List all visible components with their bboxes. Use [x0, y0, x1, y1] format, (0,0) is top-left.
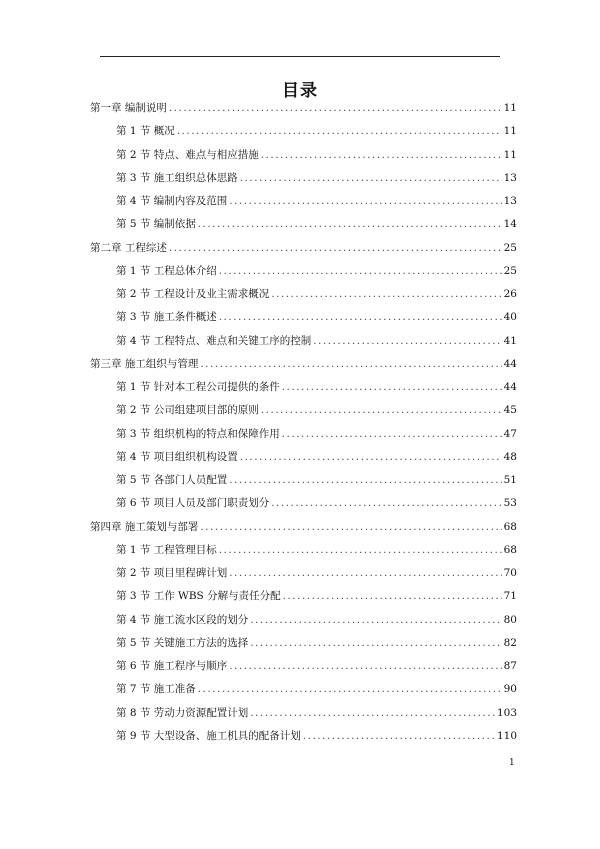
toc-leader-dots — [303, 730, 495, 742]
toc-leader-dots — [282, 381, 502, 393]
toc-entry-label: 第 1 节 工程管理目标 — [116, 543, 217, 556]
toc-entry-label: 第 5 节 关键施工方法的选择 — [116, 636, 249, 649]
toc-entry-label: 第 9 节 大型设备、施工机具的配备计划 — [116, 729, 301, 742]
toc-entry-label: 第四章 施工策划与部署 — [90, 520, 199, 533]
toc-leader-dots — [240, 451, 502, 463]
toc-entry-label: 第 3 节 施工组织总体思路 — [116, 171, 238, 184]
toc-entry-page: 68 — [503, 520, 517, 533]
toc-leader-dots — [229, 474, 501, 486]
toc-entry-label: 第 2 节 工程设计及业主需求概况 — [116, 288, 270, 300]
toc-entry-page: 90 — [503, 683, 517, 696]
toc-entry-page: 82 — [503, 636, 517, 649]
toc-entry-label: 第 2 节 特点、难点与相应措施 — [116, 148, 259, 161]
toc-leader-dots — [229, 567, 501, 579]
toc-entry-page: 51 — [503, 474, 517, 486]
toc-entry-label: 第二章 工程综述 — [90, 241, 167, 254]
toc-entry-page: 44 — [503, 357, 517, 370]
toc-leader-dots — [198, 683, 502, 695]
toc-entry-section[interactable] — [116, 658, 517, 678]
toc-leader-dots — [240, 172, 502, 184]
toc-entry-page: 13 — [503, 171, 517, 184]
toc-leader-dots — [271, 288, 501, 300]
toc-leader-dots — [229, 660, 501, 672]
toc-entry-section[interactable] — [116, 449, 517, 469]
toc-entry-section[interactable] — [116, 426, 517, 446]
toc-leader-dots — [271, 497, 501, 509]
toc-leader-dots — [250, 614, 501, 626]
toc-entry-section[interactable] — [116, 612, 517, 632]
toc-entry-section[interactable] — [116, 542, 517, 562]
toc-leader-dots — [219, 265, 502, 277]
toc-entry-page: 11 — [503, 148, 517, 161]
toc-entry-page: 47 — [503, 427, 517, 440]
toc-entry-label: 第三章 施工组织与管理 — [90, 357, 199, 370]
toc-leader-dots — [177, 125, 502, 137]
toc-entry-section[interactable] — [116, 263, 517, 283]
toc-leader-dots — [282, 428, 502, 440]
toc-entry-section[interactable] — [116, 402, 517, 422]
toc-entry-label: 第 4 节 施工流水区段的划分 — [116, 613, 249, 626]
toc-entry-section[interactable] — [116, 170, 517, 190]
toc-leader-dots — [169, 242, 502, 254]
toc-entry-label: 第 8 节 劳动力资源配置计划 — [116, 706, 249, 719]
toc-entry-label: 第 6 节 施工程序与顺序 — [116, 660, 228, 672]
toc-entry-page: 110 — [496, 729, 517, 742]
toc-leader-dots — [198, 218, 502, 230]
toc-entry-section[interactable] — [116, 193, 517, 213]
toc-entry-section[interactable] — [116, 495, 517, 515]
toc-entry-chapter[interactable] — [90, 100, 517, 120]
toc-entry-page: 25 — [503, 241, 517, 254]
toc-entry-label: 第 3 节 工作 WBS 分解与责任分配 — [116, 590, 281, 603]
toc-entry-section[interactable] — [116, 309, 517, 329]
toc-entry-label: 第 1 节 工程总体介绍 — [116, 264, 217, 277]
toc-entry-label: 第 4 节 工程特点、难点和关键工序的控制 — [116, 334, 312, 347]
toc-leader-dots — [219, 544, 502, 556]
toc-leader-dots — [219, 311, 502, 323]
toc-leader-dots — [250, 707, 495, 719]
toc-entry-page: 53 — [503, 497, 517, 510]
toc-entry-section[interactable] — [116, 123, 517, 143]
toc-entry-label: 第 3 节 组织机构的特点和保障作用 — [116, 427, 280, 440]
toc-entry-page: 87 — [503, 660, 517, 672]
toc-leader-dots — [169, 102, 502, 114]
toc-leader-dots — [313, 335, 501, 347]
header-rule — [100, 56, 500, 57]
toc-entry-page: 70 — [503, 567, 517, 579]
toc-entry-label: 第 5 节 各部门人员配置 — [116, 474, 228, 486]
toc-entry-section[interactable] — [116, 588, 517, 608]
toc-entry-chapter[interactable] — [90, 519, 517, 539]
toc-entry-page: 25 — [503, 264, 517, 277]
page-title: 目录 — [282, 81, 318, 101]
toc-entry-label: 第一章 编制说明 — [90, 102, 167, 114]
toc-entry-page: 71 — [503, 590, 517, 603]
toc-entry-section[interactable] — [116, 635, 517, 655]
toc-entry-page: 44 — [503, 381, 517, 393]
toc-entry-section[interactable] — [116, 286, 517, 306]
toc-entry-label: 第 7 节 施工准备 — [116, 683, 196, 696]
toc-entry-page: 26 — [503, 288, 517, 300]
toc-entry-page: 11 — [503, 102, 517, 114]
toc-entry-section[interactable] — [116, 379, 517, 399]
toc-entry-page: 40 — [503, 311, 517, 324]
toc-entry-page: 48 — [503, 450, 517, 463]
toc-leader-dots — [200, 521, 501, 533]
toc-entry-label: 第 2 节 公司组建项目部的原则 — [116, 404, 259, 417]
toc-entry-label: 第 2 节 项目里程碑计划 — [116, 567, 228, 579]
toc-entry-section[interactable] — [116, 681, 517, 701]
toc-entry-label: 第 6 节 项目人员及部门职责划分 — [116, 497, 270, 510]
toc-entry-section[interactable] — [116, 705, 517, 725]
toc-leader-dots — [229, 195, 501, 207]
toc-entry-section[interactable] — [116, 147, 517, 167]
toc-entry-page: 14 — [503, 218, 517, 231]
toc-entry-page: 103 — [496, 706, 517, 719]
toc-entry-label: 第 1 节 概况 — [116, 125, 175, 138]
toc-entry-page: 80 — [503, 613, 517, 626]
toc-entry-section[interactable] — [116, 333, 517, 353]
toc-entry-page: 45 — [503, 404, 517, 417]
toc-entry-page: 68 — [503, 543, 517, 556]
toc-entry-chapter[interactable] — [90, 240, 517, 260]
toc-entry-section[interactable] — [116, 728, 517, 748]
toc-leader-dots — [261, 404, 502, 416]
toc-leader-dots — [250, 637, 501, 649]
toc-entry-label: 第 3 节 施工条件概述 — [116, 311, 217, 324]
toc-entry-section[interactable] — [116, 216, 517, 236]
toc-entry-page: 11 — [503, 125, 517, 138]
toc-entry-section[interactable] — [116, 472, 517, 492]
toc-entry-label: 第 1 节 针对本工程公司提供的条件 — [116, 381, 280, 393]
toc-entry-label: 第 4 节 编制内容及范围 — [116, 195, 228, 207]
toc-leader-dots — [200, 358, 501, 370]
toc-entry-label: 第 5 节 编制依据 — [116, 218, 196, 231]
toc-entry-chapter[interactable] — [90, 356, 517, 376]
toc-entry-label: 第 4 节 项目组织机构设置 — [116, 450, 238, 463]
toc-entry-page: 13 — [503, 195, 517, 207]
toc-leader-dots — [283, 590, 502, 602]
toc-entry-page: 41 — [503, 334, 517, 347]
page-number: 1 — [509, 758, 515, 768]
toc-entry-section[interactable] — [116, 565, 517, 585]
toc-leader-dots — [261, 149, 502, 161]
